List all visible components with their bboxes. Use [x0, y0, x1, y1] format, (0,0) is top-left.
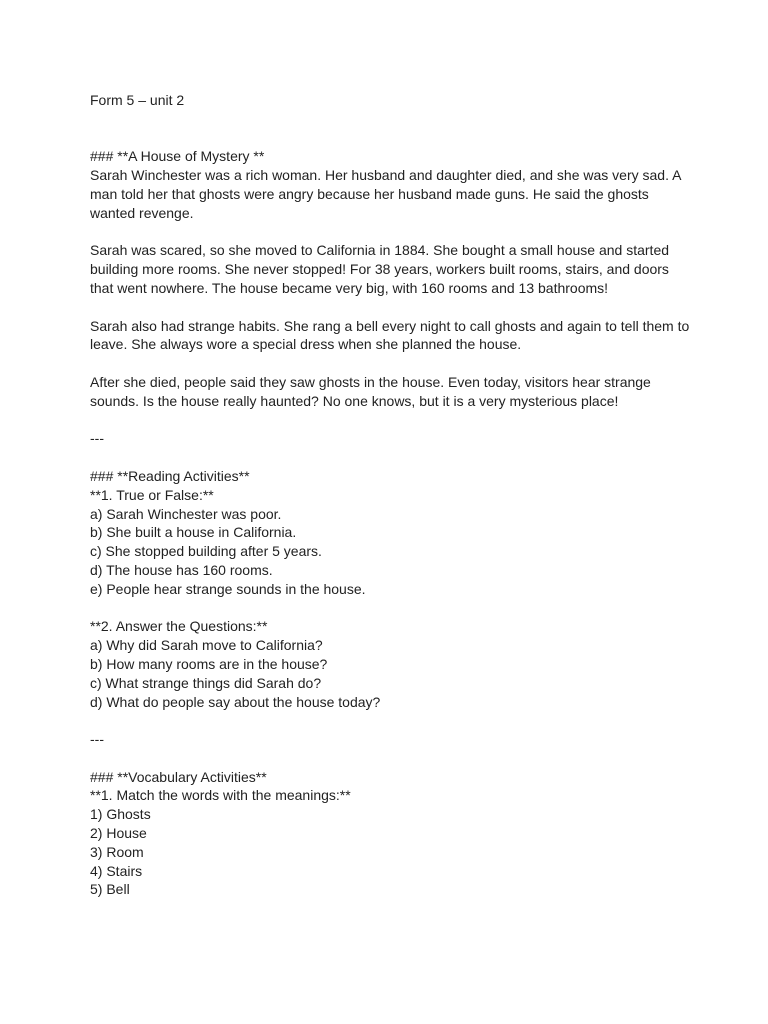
spacer — [90, 110, 690, 148]
list-item: d) The house has 160 rooms. — [90, 561, 273, 578]
list-item: 1) Ghosts — [90, 806, 151, 823]
list-item: 5) Bell — [90, 881, 130, 898]
list-item: a) Why did Sarah move to California? — [90, 637, 323, 654]
document-header: Form 5 – unit 2 — [90, 92, 185, 108]
separator: --- — [90, 731, 104, 748]
story-paragraph-3: Sarah also had strange habits. She rang a bell every night to call ghosts and again to tell them to leave. She always wore a special dress when she planned the house. — [90, 317, 690, 353]
questions-list — [90, 636, 690, 711]
list-item: a) Sarah Winchester was poor. — [90, 505, 282, 522]
list-item: c) What strange things did Sarah do? — [90, 674, 322, 691]
list-item: b) How many rooms are in the house? — [90, 655, 328, 672]
story-paragraph-4: After she died, people said they saw ghosts in the house. Even today, visitors hear strange sounds. Is the house really haunted? No one knows, but it is a very mysterious place! — [90, 373, 651, 409]
list-item: 2) House — [90, 825, 147, 842]
list-item: b) She built a house in California. — [90, 524, 297, 541]
spacer — [90, 711, 690, 730]
list-item: c) She stopped building after 5 years. — [90, 543, 322, 560]
questions-title: **2. Answer the Questions:** — [90, 618, 268, 635]
reading-heading: ### **Reading Activities** — [90, 467, 250, 484]
list-item: d) What do people say about the house today? — [90, 693, 381, 710]
story-paragraph-2: Sarah was scared, so she moved to California in 1884. She bought a small house and started building more rooms. She never stopped! For 38 years, workers built rooms, stairs, and doors that went nowhere. The house became very big, with 160 rooms and 13 bathrooms! — [90, 242, 670, 296]
separator: --- — [90, 430, 104, 447]
true-false-list — [90, 505, 690, 599]
list-item: 4) Stairs — [90, 862, 143, 879]
story-heading: ### **A House of Mystery ** — [90, 148, 265, 165]
list-item: e) People hear strange sounds in the house. — [90, 580, 366, 597]
true-false-title: **1. True or False:** — [90, 486, 214, 503]
spacer — [90, 448, 690, 467]
spacer — [90, 223, 690, 242]
match-list — [90, 805, 690, 899]
spacer — [90, 749, 690, 768]
spacer — [90, 298, 690, 317]
match-title: **1. Match the words with the meanings:** — [90, 787, 351, 804]
spacer — [90, 354, 690, 373]
list-item: 3) Room — [90, 843, 144, 860]
vocabulary-heading: ### **Vocabulary Activities** — [90, 768, 267, 785]
document-body — [90, 91, 690, 899]
story-paragraph-1: Sarah Winchester was a rich woman. Her husband and daughter died, and she was very sad. A man told her that ghosts were angry because her husband made guns. He said the ghosts wanted revenge. — [90, 167, 681, 221]
spacer — [90, 411, 690, 430]
spacer — [90, 599, 690, 618]
